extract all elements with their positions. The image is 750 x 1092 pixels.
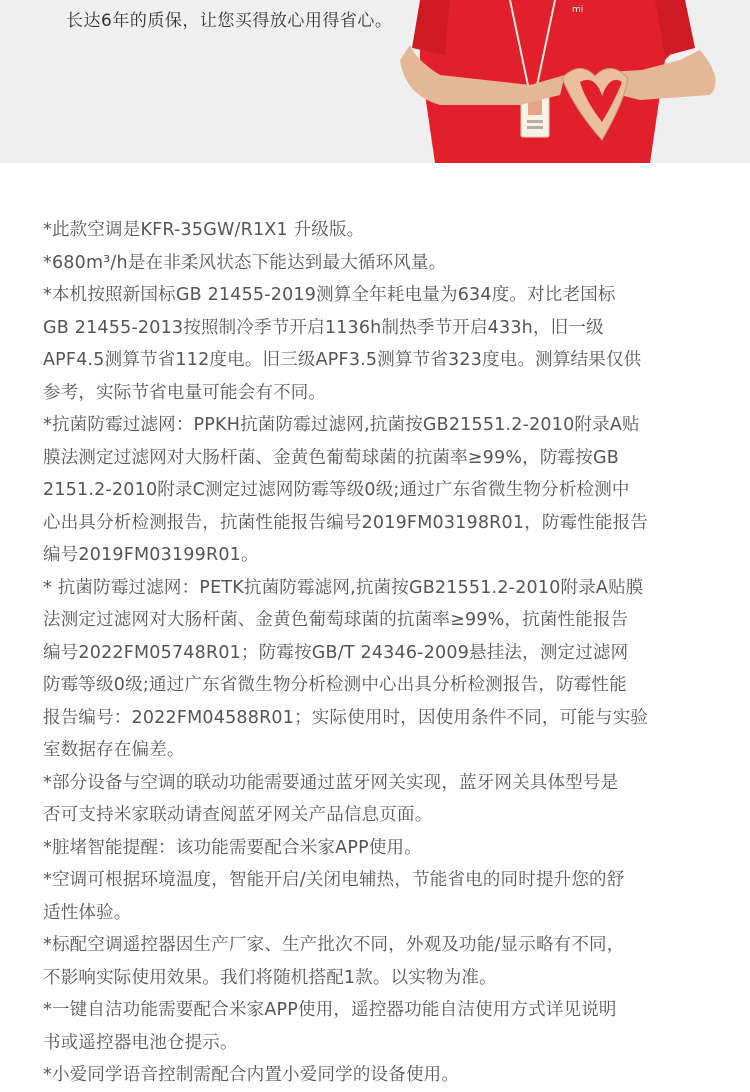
note-line: 膜法测定过滤网对大肠杆菌、金黄色葡萄球菌的抗菌率≥99%，防霉按GB [43, 447, 619, 468]
note-line: GB 21455-2013按照制冷季节开启1136h制热季节开启433h，旧一级 [43, 317, 604, 338]
disclaimer-notes [43, 214, 693, 1085]
note-line: 书或遥控器电池仓提示。 [43, 1032, 238, 1053]
note-line: 编号2022FM05748R01；防霉按GB/T 24346-2009悬挂法，测定过滤网 [43, 642, 629, 663]
note-line: * 抗菌防霉过滤网：PETK抗菌防霉滤网,抗菌按GB21551.2-2010附录A贴膜 [43, 577, 644, 598]
note-line: 心出具分析检测报告，抗菌性能报告编号2019FM03198R01，防霉性能报告 [43, 512, 649, 533]
note-line: 否可支持米家联动请查阅蓝牙网关产品信息页面。 [43, 805, 433, 825]
note-line: *脏堵智能提醒：该功能需要配合米家APP使用。 [43, 837, 422, 858]
note-line: *标配空调遥控器因生产厂家、生产批次不同，外观及功能/显示略有不同， [43, 935, 625, 955]
staff-heart-hands-image [380, 0, 750, 163]
note-line: *此款空调是KFR-35GW/R1X1 升级版。 [43, 220, 365, 240]
note-line: *小爱同学语音控制需配合内置小爱同学的设备使用。 [43, 1065, 460, 1085]
note-line: 适性体验。 [43, 902, 132, 923]
note-line: *部分设备与空调的联动功能需要通过蓝牙网关实现，蓝牙网关具体型号是 [43, 772, 619, 793]
note-line: 编号2019FM03199R01。 [43, 545, 259, 565]
note-line: *本机按照新国标GB 21455-2019测算全年耗电量为634度。对比老国标 [43, 285, 616, 305]
banner-text: 长达6年的质保，让您买得放心用得省心。 [66, 11, 393, 31]
promo-banner [0, 0, 750, 163]
note-line: *空调可根据环境温度，智能开启/关闭电辅热，节能省电的同时提升您的舒 [43, 870, 625, 890]
note-line: 参考，实际节省电量可能会有不同。 [43, 382, 327, 403]
note-line: 防霉等级0级;通过广东省微生物分析检测中心出具分析检测报告，防霉性能 [43, 675, 627, 695]
note-line: 报告编号：2022FM04588R01；实际使用时，因使用条件不同，可能与实验 [43, 707, 649, 728]
note-line: 2151.2-2010附录C测定过滤网防霉等级0级;通过广东省微生物分析检测中 [43, 480, 630, 500]
note-line: 室数据存在偏差。 [43, 740, 185, 760]
note-line: *抗菌防霉过滤网：PPKH抗菌防霉过滤网,抗菌按GB21551.2-2010附录A贴 [43, 415, 640, 435]
brand-logo: mi [572, 5, 584, 15]
note-line: *一键自洁功能需要配合米家APP使用，遥控器功能自洁使用方式详见说明 [43, 1000, 617, 1020]
note-line: APF4.5测算节省112度电。旧三级APF3.5测算节省323度电。测算结果仅供 [43, 350, 642, 370]
note-line: 不影响实际使用效果。我们将随机搭配1款。以实物为准。 [43, 967, 497, 988]
note-line: *680m³/h是在非柔风状态下能达到最大循环风量。 [43, 252, 447, 273]
note-line: 法测定过滤网对大肠杆菌、金黄色葡萄球菌的抗菌率≥99%，抗菌性能报告 [43, 610, 629, 630]
